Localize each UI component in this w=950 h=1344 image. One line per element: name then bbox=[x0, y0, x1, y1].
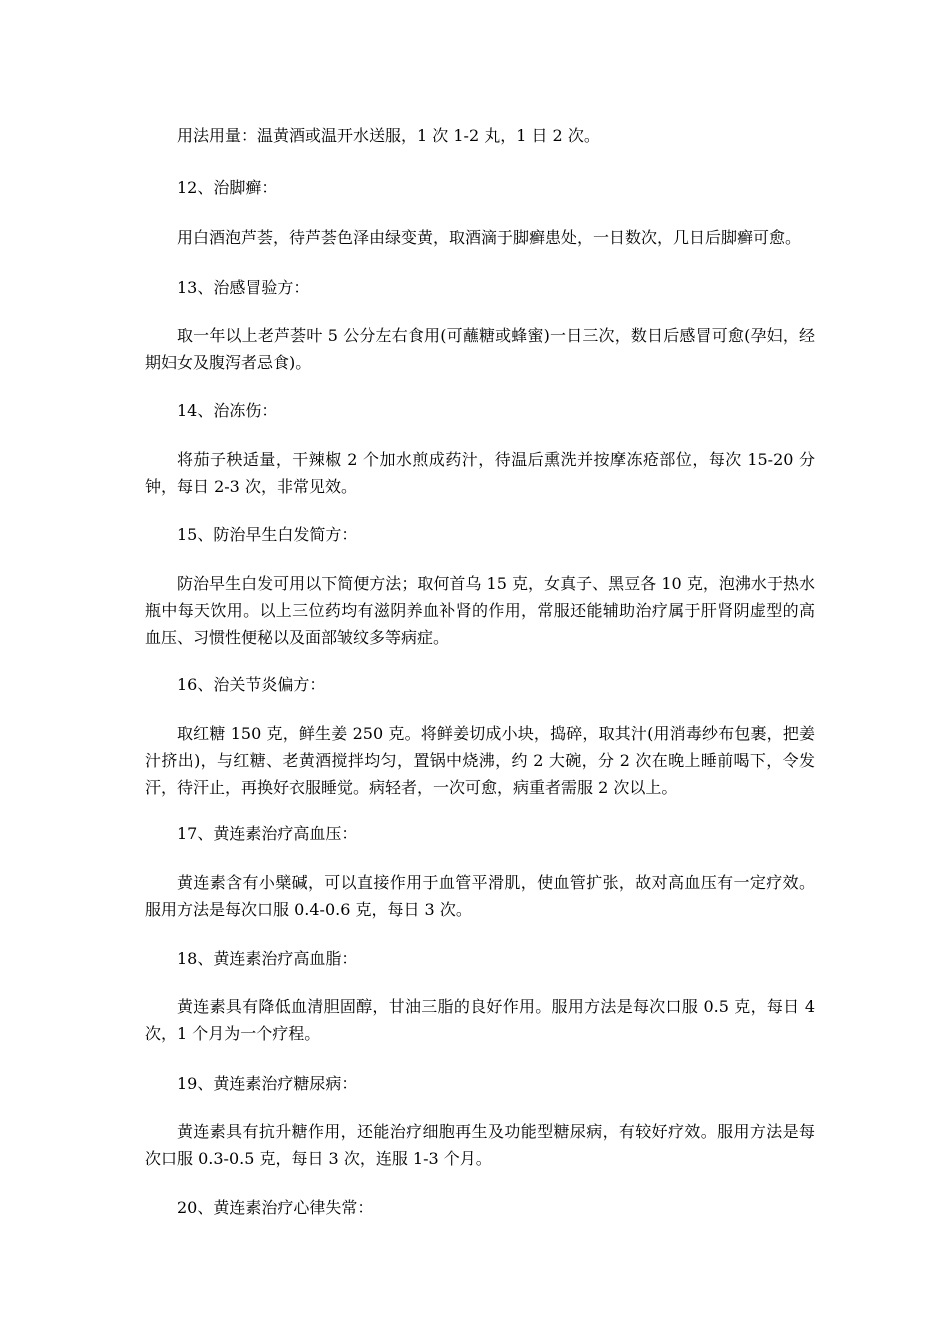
section-heading-20: 20、黄连素治疗心律失常： bbox=[177, 1198, 374, 1217]
section-body-14: 将茄子秧适量，干辣椒 2 个加水煎成药汁，待温后熏洗并按摩冻疮部位，每次 15-20 分钟，每日 2-3 次，非常见效。 bbox=[145, 450, 815, 496]
section-heading-18: 18、黄连素治疗高血脂： bbox=[177, 949, 358, 968]
section-heading-15: 15、防治早生白发简方： bbox=[177, 525, 358, 544]
section-body-12: 用白酒泡芦荟，待芦荟色泽由绿变黄，取酒滴于脚癣患处，一日数次，几日后脚癣可愈。 bbox=[177, 228, 802, 247]
section-body-18: 黄连素具有降低血清胆固醇，甘油三脂的良好作用。服用方法是每次口服 0.5 克，每日 4 次，1 个月为一个疗程。 bbox=[145, 997, 815, 1043]
section-body-17: 黄连素含有小檗碱，可以直接作用于血管平滑肌，使血管扩张，故对高血压有一定疗效。服用方法是每次口服 0.4-0.6 克，每日 3 次。 bbox=[145, 873, 815, 919]
section-heading-19: 19、黄连素治疗糖尿病： bbox=[177, 1074, 358, 1093]
section-body-19: 黄连素具有抗升糖作用，还能治疗细胞再生及功能型糖尿病，有较好疗效。服用方法是每次口服 0.3-0.5 克，每日 3 次，连服 1-3 个月。 bbox=[145, 1122, 815, 1168]
section-body-13: 取一年以上老芦荟叶 5 公分左右食用(可蘸糖或蜂蜜)一日三次，数日后感冒可愈(孕妇，经期妇女及腹泻者忌食)。 bbox=[145, 326, 815, 372]
section-body-15: 防治早生白发可用以下简便方法；取何首乌 15 克，女真子、黑豆各 10 克，泡沸水于热水瓶中每天饮用。以上三位药均有滋阴养血补肾的作用，常服还能辅助治疗属于肝肾阴虚型的高血压、习惯性便秘以及面部皱纹多等病症。 bbox=[145, 574, 815, 647]
usage-dosage-paragraph: 用法用量：温黄酒或温开水送服，1 次 1-2 丸，1 日 2 次。 bbox=[177, 126, 600, 145]
section-heading-12: 12、治脚癣： bbox=[177, 178, 278, 197]
section-heading-13: 13、治感冒验方： bbox=[177, 278, 310, 297]
section-heading-16: 16、治关节炎偏方： bbox=[177, 675, 326, 694]
section-heading-17: 17、黄连素治疗高血压： bbox=[177, 824, 358, 843]
section-body-16: 取红糖 150 克，鲜生姜 250 克。将鲜姜切成小块，捣碎，取其汁(用消毒纱布包裹，把姜汁挤出)，与红糖、老黄酒搅拌均匀，置锅中烧沸，约 2 大碗，分 2 次在晚上睡前喝下，令发汗，待汗止，再换好衣服睡觉。病轻者，一次可愈，病重者需服 2 次以上。 bbox=[145, 724, 815, 797]
section-heading-14: 14、治冻伤： bbox=[177, 401, 278, 420]
